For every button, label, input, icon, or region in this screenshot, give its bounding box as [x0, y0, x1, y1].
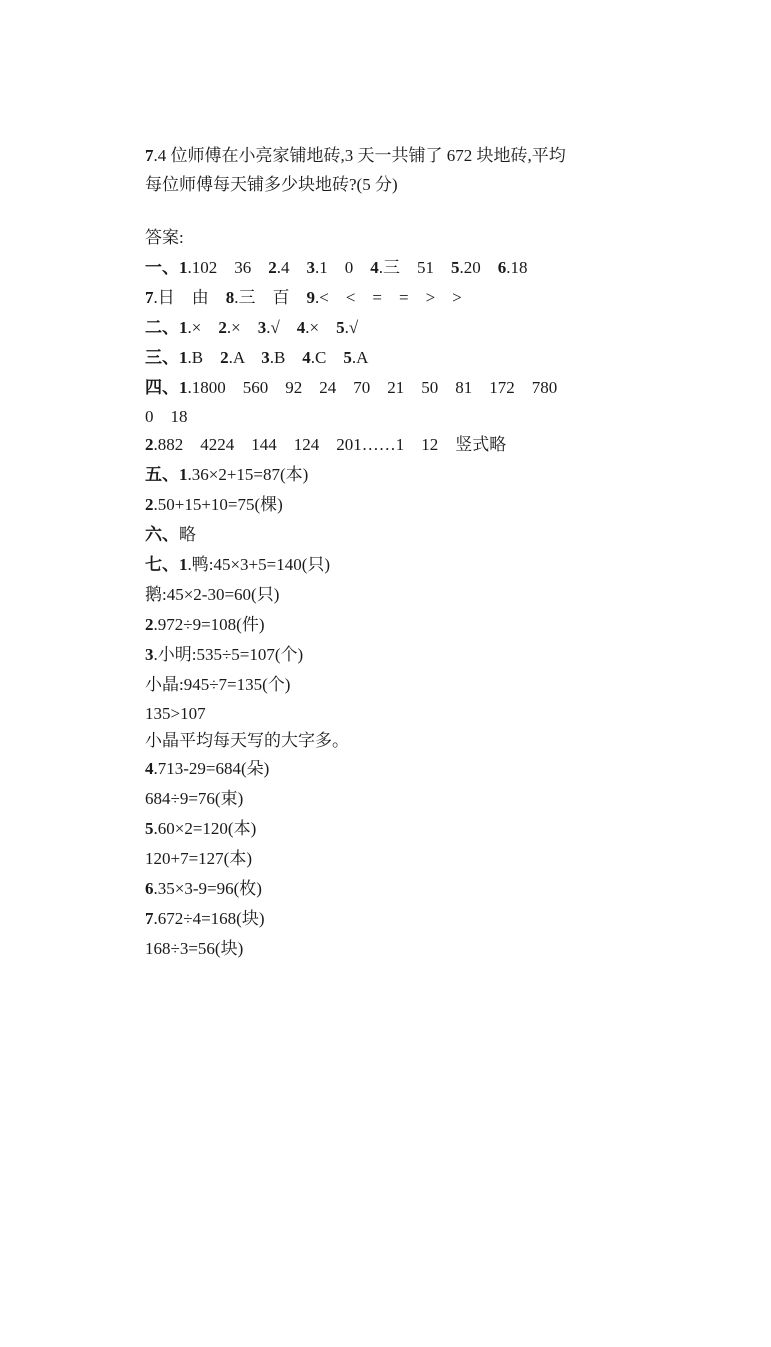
question-number: 7 [145, 146, 154, 165]
answer-text: .< < = = > > [315, 288, 462, 307]
answer-label: 六、 [145, 525, 179, 544]
answer-text: 120+7=127(本) [145, 849, 252, 868]
answer-label: 四、 [145, 378, 179, 397]
answer-text: .鸭:45×3+5=140(只) [187, 555, 331, 574]
answer-line [145, 430, 705, 460]
answer-line [145, 580, 705, 610]
question-line-1 [145, 141, 705, 170]
answer-line [145, 640, 705, 670]
answer-lines [145, 253, 705, 964]
answer-label: 1 [179, 318, 188, 337]
answer-text: .713-29=684(朵) [153, 759, 270, 778]
answer-text: .三 51 [378, 258, 451, 277]
answer-text: 0 18 [145, 407, 188, 426]
answer-label: 2 [145, 435, 154, 454]
answer-label: 2 [145, 615, 154, 634]
answer-label: 5 [145, 819, 154, 838]
answer-line [145, 874, 705, 904]
answer-line [145, 670, 705, 700]
answer-label: 2 [268, 258, 277, 277]
answer-label: 1 [179, 348, 188, 367]
answer-line [145, 814, 705, 844]
answer-line [145, 490, 705, 520]
answer-line [145, 520, 705, 550]
answer-label: 5 [343, 348, 352, 367]
answer-label: 一、 [145, 258, 179, 277]
answer-label: 2 [218, 318, 227, 337]
answer-text: .三 百 [234, 288, 307, 307]
answer-label: 1 [179, 555, 188, 574]
answer-label: 3 [261, 348, 270, 367]
answer-text: .小明:535÷5=107(个) [153, 645, 304, 664]
answer-line [145, 610, 705, 640]
answer-label: 2 [145, 495, 154, 514]
question-7 [145, 141, 705, 199]
answer-label: 4 [370, 258, 379, 277]
answer-text: .日 由 [153, 288, 226, 307]
answer-text: .4 [276, 258, 307, 277]
answer-label: 5 [336, 318, 345, 337]
answer-text: .× [226, 318, 258, 337]
answer-label: 6 [145, 879, 154, 898]
answer-text: .B [269, 348, 303, 367]
answer-text: .50+15+10=75(棵) [153, 495, 283, 514]
answer-text: .√ [344, 318, 359, 337]
answer-line [145, 904, 705, 934]
answer-label: 1 [179, 258, 188, 277]
answer-line [145, 403, 705, 430]
answer-text: 鹅:45×2-30=60(只) [145, 585, 280, 604]
answer-text: .A [351, 348, 369, 367]
answer-text: .A [228, 348, 262, 367]
answer-text: 168÷3=56(块) [145, 939, 244, 958]
answer-text: .36×2+15=87(本) [187, 465, 309, 484]
answer-line [145, 460, 705, 490]
answer-text: .√ [266, 318, 297, 337]
answer-line [145, 727, 705, 754]
answer-text: .672÷4=168(块) [153, 909, 265, 928]
answer-text: .102 36 [187, 258, 269, 277]
document-page [145, 141, 705, 964]
answer-text: .C [310, 348, 344, 367]
answer-text: .B [187, 348, 221, 367]
answer-label: 5 [451, 258, 460, 277]
answer-text: 略 [179, 525, 196, 544]
answer-label: 1 [179, 465, 188, 484]
answer-line [145, 283, 705, 313]
answer-text: 135>107 [145, 704, 206, 723]
answer-line [145, 253, 705, 283]
answer-label: 4 [302, 348, 311, 367]
answer-label: 2 [220, 348, 229, 367]
answer-text: .18 [506, 258, 528, 277]
question-text-1: .4 位师傅在小亮家铺地砖,3 天一共铺了 672 块地砖,平均 [153, 146, 566, 165]
answer-line [145, 550, 705, 580]
answer-line [145, 343, 705, 373]
answer-label: 3 [145, 645, 154, 664]
answer-line [145, 844, 705, 874]
answer-text: 684÷9=76(束) [145, 789, 244, 808]
answer-line [145, 754, 705, 784]
answer-heading: 答案: [145, 228, 184, 247]
answer-line [145, 313, 705, 343]
answer-text: .1800 560 92 24 70 21 50 81 172 780 [187, 378, 558, 397]
question-line-2: 每位师傅每天铺多少块地砖?(5 分) [145, 175, 398, 194]
answer-label: 五、 [145, 465, 179, 484]
answer-section [145, 223, 705, 964]
answer-text: .972÷9=108(件) [153, 615, 265, 634]
answer-text: .× [305, 318, 337, 337]
answer-label: 6 [497, 258, 507, 277]
answer-text: .35×3-9=96(枚) [153, 879, 262, 898]
answer-text: .20 [459, 258, 498, 277]
answer-line [145, 934, 705, 964]
answer-label: 3 [306, 258, 315, 277]
answer-text: .882 4224 144 124 201……1 12 竖式略 [153, 435, 507, 454]
answer-line [145, 784, 705, 814]
answer-label: 8 [225, 288, 235, 307]
answer-text: .60×2=120(本) [153, 819, 257, 838]
answer-label: 9 [306, 288, 315, 307]
answer-label: 二、 [145, 318, 179, 337]
answer-text: 小晶:945÷7=135(个) [145, 675, 291, 694]
answer-label: 七、 [145, 555, 179, 574]
answer-line [145, 700, 705, 727]
answer-text: .1 0 [315, 258, 371, 277]
answer-text: .× [187, 318, 219, 337]
answer-text: 小晶平均每天写的大字多。 [145, 731, 349, 750]
answer-label: 7 [145, 909, 154, 928]
answer-label: 三、 [145, 348, 179, 367]
answer-label: 1 [179, 378, 188, 397]
answer-line [145, 373, 705, 403]
answer-label: 4 [296, 318, 306, 337]
answer-label: 3 [257, 318, 267, 337]
answer-label: 7 [145, 288, 154, 307]
answer-label: 4 [145, 759, 154, 778]
